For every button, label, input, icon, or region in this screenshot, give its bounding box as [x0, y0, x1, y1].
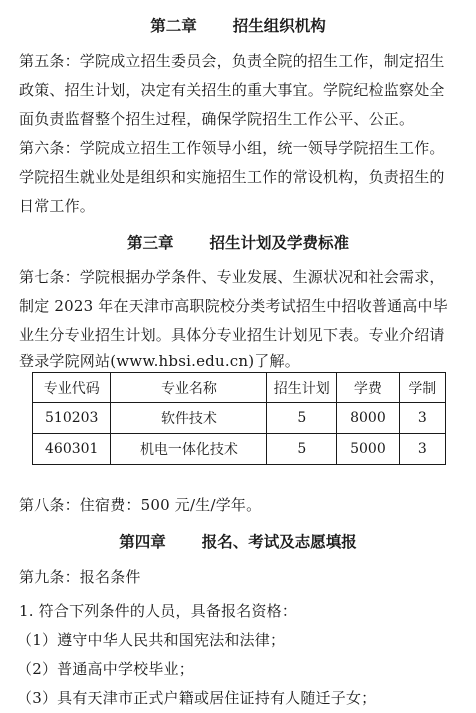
- article-5-line-2: 政策、招生计划，决定有关招生的重大事宜。学院纪检监察处全: [19, 81, 445, 99]
- condition-sub-1: （1）遵守中华人民共和国宪法和法律；: [17, 631, 286, 649]
- cell-tuition: 5000: [337, 434, 399, 465]
- cell-duration: 3: [399, 403, 445, 434]
- article-5-line-1: 第五条：学院成立招生委员会，负责全院的招生工作，制定招生: [19, 52, 445, 70]
- condition-sub-3: （3）具有天津市正式户籍或居住证持有人随迁子女；: [17, 689, 377, 707]
- cell-major-code: 460301: [33, 434, 111, 465]
- enrollment-plan-table: [32, 372, 446, 465]
- article-9: 第九条：报名条件: [19, 568, 141, 586]
- chapter-4-number: 第四章: [119, 533, 166, 551]
- header-tuition: 学费: [337, 373, 399, 403]
- chapter-4-heading: [0, 530, 476, 552]
- chapter-2-title: 招生组织机构: [232, 17, 326, 35]
- article-6-line-3: 日常工作。: [19, 197, 96, 215]
- chapter-4-title: 报名、考试及志愿填报: [201, 533, 357, 551]
- table-header-row: [33, 373, 446, 403]
- article-6-line-2: 学院招生就业处是组织和实施招生工作的常设机构，负责招生的: [19, 168, 445, 186]
- chapter-3-number: 第三章: [126, 234, 174, 252]
- cell-duration: 3: [399, 434, 445, 465]
- cell-major-code: 510203: [33, 403, 111, 434]
- header-major-code: 专业代码: [33, 373, 111, 403]
- condition-sub-2: （2）普通高中学校毕业；: [17, 660, 194, 678]
- cell-enrollment-plan: 5: [267, 434, 337, 465]
- chapter-3-title: 招生计划及学费标准: [209, 234, 350, 252]
- article-6-line-1: 第六条：学院成立招生工作领导小组，统一领导学院招生工作。: [19, 139, 445, 157]
- cell-major-name: 软件技术: [111, 403, 267, 434]
- table-row: [33, 403, 446, 434]
- article-7-line-1: 第七条：学院根据办学条件、专业发展、生源状况和社会需求，: [19, 268, 445, 286]
- cell-major-name: 机电一体化技术: [111, 434, 267, 465]
- article-5-line-3: 面负责监督整个招生过程，确保学院招生工作公平、公正。: [19, 110, 415, 128]
- header-enrollment-plan: 招生计划: [267, 373, 337, 403]
- cell-enrollment-plan: 5: [267, 403, 337, 434]
- article-8: 第八条：住宿费：500 元/生/学年。: [19, 496, 262, 514]
- article-7-line-2: 制定 2023 年在天津市高职院校分类考试招生中招收普通高中毕: [19, 297, 448, 315]
- chapter-2-number: 第二章: [150, 17, 197, 35]
- header-duration: 学制: [399, 373, 445, 403]
- chapter-3-heading: [0, 231, 476, 253]
- table-row: [33, 434, 446, 465]
- chapter-2-heading: [0, 14, 476, 36]
- article-7-line-3: 业生分专业招生计划。具体分专业招生计划见下表。专业介绍请: [19, 326, 445, 344]
- condition-item-1: 1. 符合下列条件的人员，具备报名资格：: [19, 602, 298, 620]
- cell-tuition: 8000: [337, 403, 399, 434]
- header-major-name: 专业名称: [111, 373, 267, 403]
- article-7-line-4: 登录学院网站(www.hbsi.edu.cn)了解。: [19, 352, 300, 370]
